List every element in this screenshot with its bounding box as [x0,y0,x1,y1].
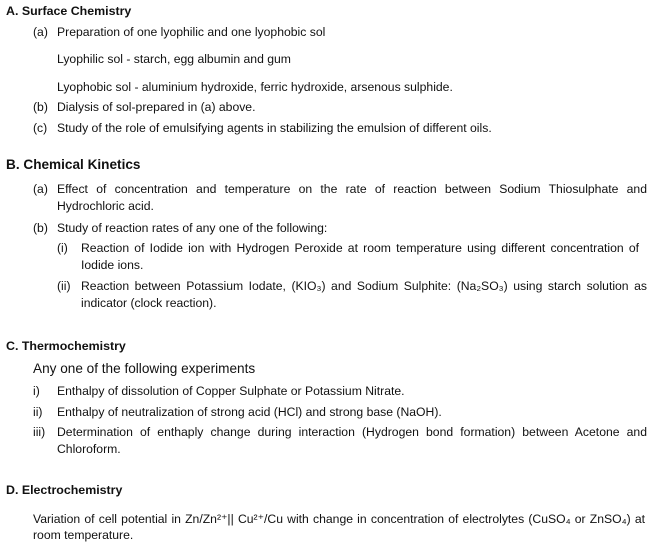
section-c-title: C. Thermochemistry [6,339,126,353]
section-a-item-b [0,99,670,116]
section-d-text: Variation of cell potential in Zn/Zn²⁺|| Cu²⁺/Cu with change in concentration of electrolytes (CuSO₄ or ZnSO₄) at room temperature. [33,512,645,542]
item-text: Lyophilic sol - starch, egg albumin and gum [57,52,291,66]
item-text: Preparation of one lyophilic and one lyophobic sol [57,25,326,39]
item-text: Reaction of Iodide ion with Hydrogen Peroxide at room temperature using different concentration of Iodide ions. [81,241,639,272]
item-text: Study of reaction rates of any one of the following: [57,221,328,235]
section-a-lyophilic [0,51,670,68]
section-b-item-a [0,181,670,215]
section-b-item-b [0,220,670,237]
item-text: Effect of concentration and temperature on the rate of reaction between Sodium Thiosulphate and Hydrochloric acid. [57,182,647,213]
item-text: Lyophobic sol - aluminium hydroxide, ferric hydroxide, arsenous sulphide. [57,80,453,94]
item-label: (b) [33,221,48,235]
section-c-item-ii [0,404,670,421]
item-label: (a) [33,182,48,196]
section-d-title: D. Electrochemistry [6,483,123,497]
item-label: (i) [57,241,68,255]
item-label: (ii) [57,279,71,293]
section-a-title: A. Surface Chemistry [6,4,132,18]
item-text: Reaction between Potassium Iodate, (KIO₃) and Sodium Sulphite: (Na₂SO₃) using starch solution as indicator (clock reaction). [81,279,647,310]
section-a-item-c [0,120,670,137]
item-text: Determination of enthaply change during interaction (Hydrogen bond formation) between Acetone and Chloroform. [57,425,647,456]
item-label: iii) [33,425,46,439]
item-text: Study of the role of emulsifying agents in stabilizing the emulsion of different oils. [57,121,492,135]
item-text: Enthalpy of dissolution of Copper Sulphate or Potassium Nitrate. [57,384,405,398]
item-label: (c) [33,121,48,135]
section-c-item-iii [0,424,670,458]
item-text: Dialysis of sol-prepared in (a) above. [57,100,256,114]
section-b-title: B. Chemical Kinetics [6,157,141,172]
section-b-item-ii [0,278,670,312]
section-b-item-i [0,240,670,274]
item-label: ii) [33,405,43,419]
item-text: Enthalpy of neutralization of strong acid (HCl) and strong base (NaOH). [57,405,442,419]
section-c-item-i [0,383,670,400]
item-label: (a) [33,25,48,39]
section-c-intro: Any one of the following experiments [33,361,256,376]
item-label: i) [33,384,40,398]
section-a-lyophobic [0,79,670,96]
section-a-item-a [0,24,670,41]
item-label: (b) [33,100,48,114]
